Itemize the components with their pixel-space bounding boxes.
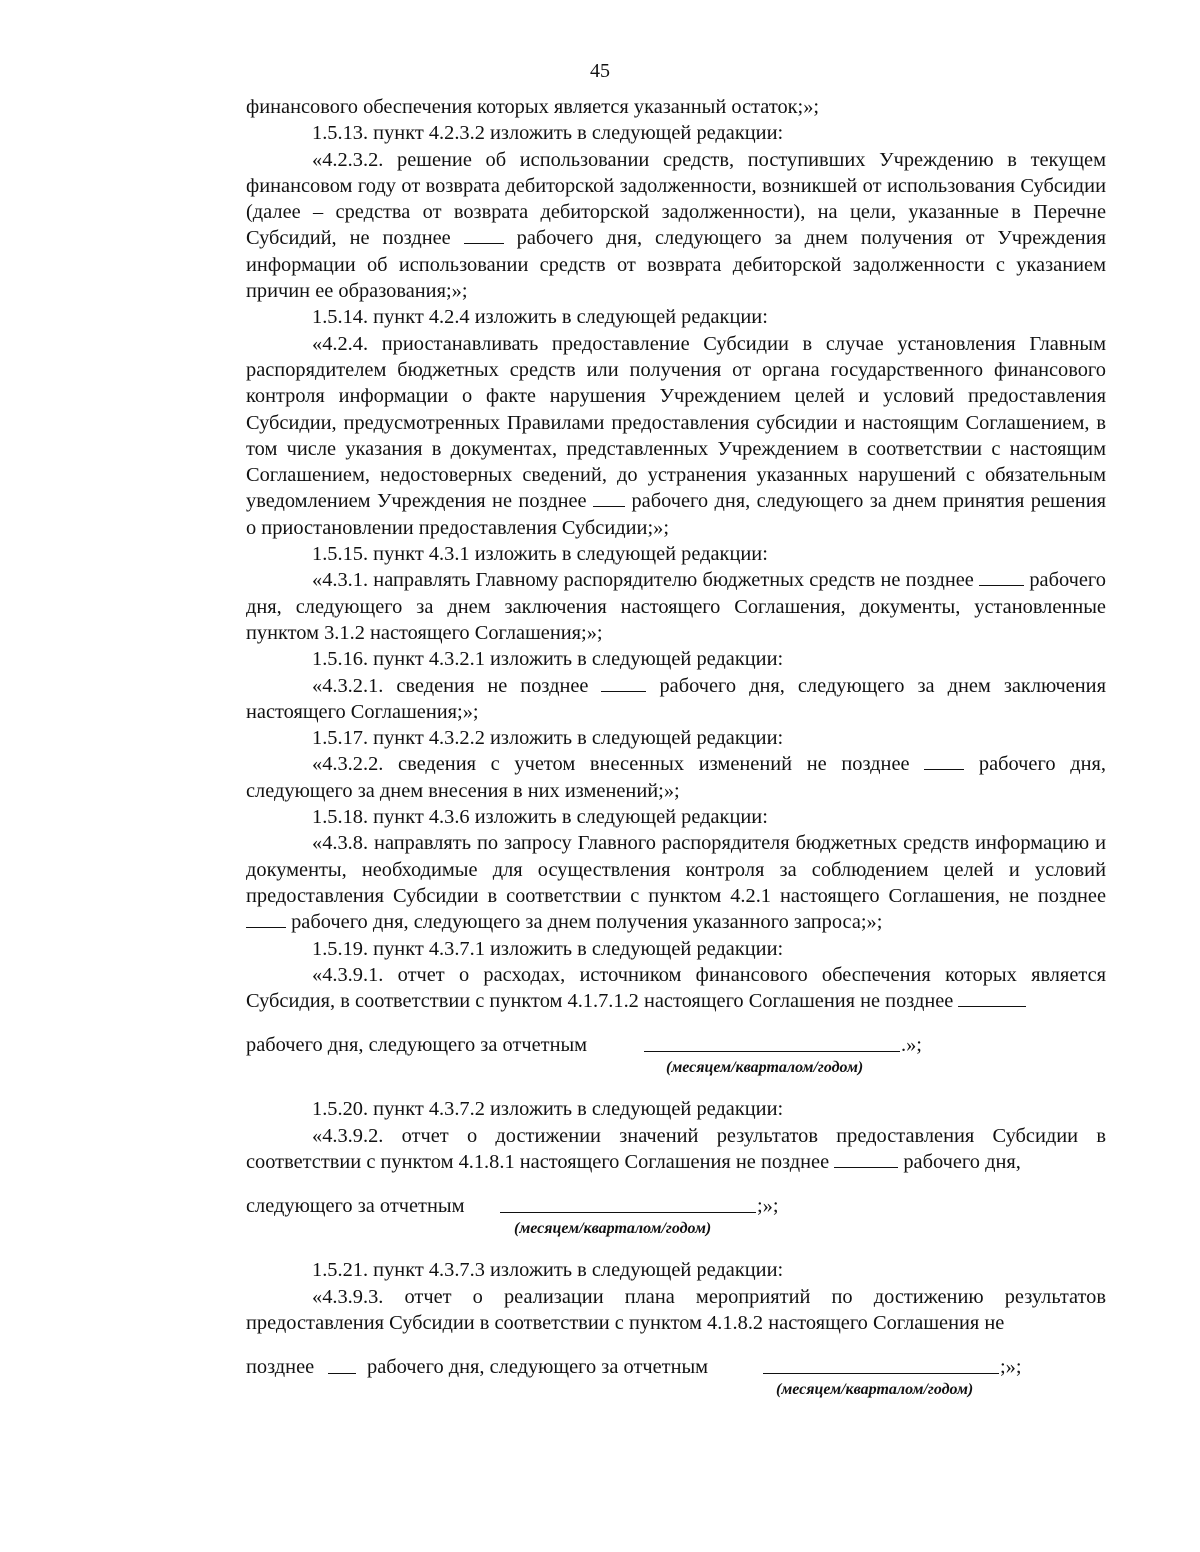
paragraph: 1.5.20. пункт 4.3.7.2 изложить в следующей редакции: — [312, 1098, 784, 1121]
paragraph: 1.5.14. пункт 4.2.4 изложить в следующей редакции: — [312, 306, 768, 329]
page-number: 45 — [590, 60, 610, 82]
blank-field[interactable] — [958, 988, 1026, 1007]
blank-field[interactable] — [979, 567, 1024, 586]
paragraph: «4.3.8. направлять по запросу Главного распорядителя бюджетных средств информацию и документы, необходимые для осуществления контроля за соблюдением целей и условий предоставления Субсидии в соответствии с пунктом 4.2.1 настоящего Соглашения, не позднее рабочего дня, следующего за днем получения указанного запроса;»; — [246, 832, 1106, 934]
days-field[interactable] — [328, 1354, 356, 1374]
period-field[interactable] — [500, 1193, 756, 1213]
fill-row-label: позднее — [246, 1356, 315, 1379]
fill-row-reporting-period — [246, 1032, 1106, 1078]
paragraph: 1.5.21. пункт 4.3.7.3 изложить в следующей редакции: — [312, 1259, 784, 1282]
blank-field[interactable] — [601, 673, 646, 692]
blank-field[interactable] — [246, 909, 286, 928]
blank-field[interactable] — [593, 488, 625, 507]
paragraph: «4.3.9.2. отчет о достижении значений результатов предоставления Субсидии в соответствии с пунктом 4.1.8.1 настоящего Соглашения не позднее рабочего дня, — [246, 1124, 1106, 1173]
paragraph: «4.3.9.1. отчет о расходах, источником финансового обеспечения которых является Субсидия, в соответствии с пунктом 4.1.7.1.2 настоящего Соглашения не позднее — [246, 963, 1106, 1013]
fill-row-label: рабочего дня, следующего за отчетным — [367, 1356, 709, 1379]
paragraph: «4.3.2.1. сведения не позднее рабочего дня, следующего за днем заключения настоящего Соглашения;»; — [246, 674, 1106, 723]
paragraph: 1.5.16. пункт 4.3.2.1 изложить в следующей редакции: — [312, 648, 784, 671]
paragraph: «4.2.4. приостанавливать предоставление Субсидии в случае установления Главным распорядителем бюджетных средств или получения от органа государственного финансового контроля информации о факте нарушения Учреждением целей и условий предоставления Субсидии, предусмотренных Правилами предоставления субсидии и настоящим Соглашением, в том числе указания в документах, представленных Учреждением в соответствии с настоящим Соглашением, недостоверных сведений, до устранения указанных нарушений с обязательным уведомлением Учреждения не позднее рабочего дня, следующего за днем принятия решения о приостановлении предоставления Субсидии;»; — [246, 332, 1106, 539]
document-body — [246, 94, 1106, 1400]
period-caption: (месяцем/кварталом/годом) — [514, 1220, 712, 1238]
paragraph: «4.3.2.2. сведения с учетом внесенных изменений не позднее рабочего дня, следующего за днем внесения в них изменений;»; — [246, 753, 1106, 802]
paragraph: финансового обеспечения которых является указанный остаток;»; — [246, 96, 820, 118]
paragraph: 1.5.19. пункт 4.3.7.1 изложить в следующей редакции: — [312, 937, 784, 960]
paragraph: «4.2.3.2. решение об использовании средств, поступивших Учреждению в текущем финансовом году от возврата дебиторской задолженности, возникшей от использования Субсидии (далее – средства от возврата дебиторской задолженности), на цели, указанные в Перечне Субсидий, не позднее рабочего дня, следующего за днем получения от Учреждения информации об использовании средств от возврата дебиторской задолженности с указанием причин ее образования;»; — [246, 148, 1106, 303]
fill-row-end: .»; — [901, 1034, 922, 1057]
fill-row-label: следующего за отчетным — [246, 1195, 465, 1218]
fill-row-reporting-period — [246, 1193, 1106, 1239]
paragraph: 1.5.13. пункт 4.2.3.2 изложить в следующей редакции: — [312, 122, 784, 145]
period-field[interactable] — [763, 1354, 999, 1374]
blank-field[interactable] — [924, 751, 964, 770]
paragraph: «4.3.9.3. отчет о реализации плана мероприятий по достижению результатов предоставления Субсидии в соответствии с пунктом 4.1.8.2 настоящего Соглашения не — [246, 1285, 1106, 1334]
paragraph: 1.5.15. пункт 4.3.1 изложить в следующей редакции: — [312, 543, 768, 566]
fill-row-label: рабочего дня, следующего за отчетным — [246, 1034, 588, 1057]
paragraph: «4.3.1. направлять Главному распорядителю бюджетных средств не позднее рабочего дня, следующего за днем заключения настоящего Соглашения, документы, установленные пунктом 3.1.2 настоящего Соглашения;»; — [246, 569, 1106, 644]
period-caption: (месяцем/кварталом/годом) — [776, 1381, 974, 1399]
paragraph: 1.5.17. пункт 4.3.2.2 изложить в следующей редакции: — [312, 727, 784, 750]
fill-row-end: ;»; — [757, 1195, 779, 1218]
period-field[interactable] — [644, 1032, 900, 1052]
period-caption: (месяцем/кварталом/годом) — [666, 1059, 864, 1077]
paragraph: 1.5.18. пункт 4.3.6 изложить в следующей редакции: — [312, 806, 768, 829]
fill-row-reporting-period — [246, 1354, 1106, 1400]
blank-field[interactable] — [464, 225, 504, 244]
blank-field[interactable] — [834, 1149, 898, 1168]
fill-row-end: ;»; — [1000, 1356, 1022, 1379]
